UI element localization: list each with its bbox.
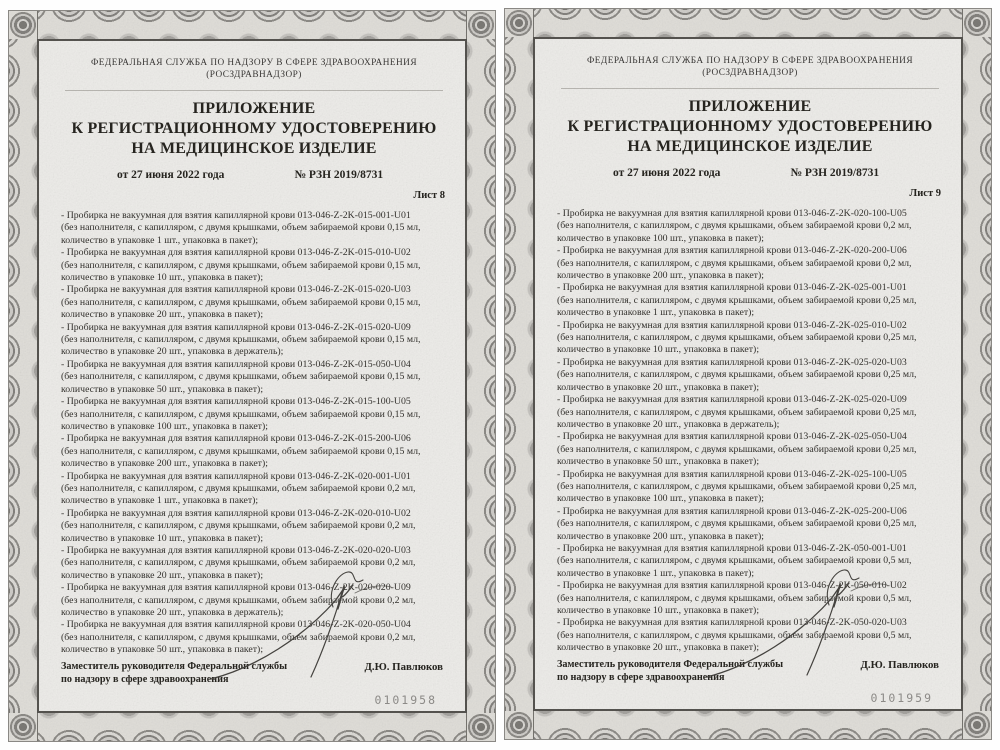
- page-content: [533, 37, 963, 711]
- signer-title-line1: Заместитель руководителя Федеральной службы: [61, 660, 288, 672]
- document-title-line1: ПРИЛОЖЕНИЕ: [192, 100, 316, 117]
- document-title-line3: НА МЕДИЦИНСКОЕ ИЗДЕЛИЕ: [131, 140, 377, 157]
- product-item-line: (без наполнителя, с капилляром, с двумя крышками, объем забираемой крови 0,15 мл,: [61, 445, 421, 457]
- date-number-row: [61, 169, 447, 181]
- border-rosette-icon: [963, 9, 991, 37]
- product-item-line: - Пробирка не вакуумная для взятия капиллярной крови 013-046-Z-2K-020-200-U06: [557, 245, 907, 257]
- product-item-line: (без наполнителя, с капилляром, с двумя крышками, объем забираемой крови 0,15 мл,: [61, 408, 421, 420]
- product-item-line: количество в упаковке 20 шт., упаковка в держатель);: [61, 346, 284, 358]
- product-item-line: количество в упаковке 20 шт., упаковка в пакет);: [61, 569, 264, 581]
- product-item-line: количество в упаковке 50 шт., упаковка в пакет);: [61, 383, 264, 395]
- product-item-line: количество в упаковке 20 шт., упаковка в пакет);: [557, 381, 760, 393]
- document-title-line2: К РЕГИСТРАЦИОННОМУ УДОСТОВЕРЕНИЮ: [71, 120, 437, 137]
- product-item-line: (без наполнителя, с капилляром, с двумя крышками, объем забираемой крови 0,2 мл,: [61, 520, 416, 532]
- guilloche-border-top: [505, 9, 991, 38]
- product-item-line: количество в упаковке 20 шт., упаковка в пакет);: [557, 642, 760, 654]
- product-item-line: - Пробирка не вакуумная для взятия капиллярной крови 013-046-Z-2K-020-001-U01: [61, 470, 411, 482]
- product-item-line: - Пробирка не вакуумная для взятия капиллярной крови 013-046-Z-2K-015-020-U09: [61, 321, 411, 333]
- product-item-line: - Пробирка не вакуумная для взятия капиллярной крови 013-046-Z-2K-020-050-U04: [61, 619, 411, 631]
- product-item-line: (без наполнителя, с капилляром, с двумя крышками, объем забираемой крови 0,15 мл,: [61, 296, 421, 308]
- border-rosette-icon: [467, 11, 495, 39]
- product-item-line: количество в упаковке 1 шт., упаковка в пакет);: [61, 495, 259, 507]
- border-rosette-icon: [505, 711, 533, 739]
- signature-block: [61, 660, 447, 687]
- product-item-line: (без наполнителя, с капилляром, с двумя крышками, объем забираемой крови 0,15 мл,: [61, 222, 421, 234]
- guilloche-border-right: [466, 11, 495, 741]
- product-item-line: количество в упаковке 10 шт., упаковка в пакет);: [557, 605, 760, 616]
- issue-date: от 27 июня 2022 года: [613, 167, 721, 179]
- border-rosette-icon: [9, 11, 37, 39]
- agency-short-name: (РОСЗДРАВНАДЗОР): [206, 70, 302, 80]
- product-list: [557, 208, 943, 655]
- agency-short-name: (РОСЗДРАВНАДЗОР): [702, 68, 798, 78]
- signer-name: Д.Ю. Павлюков: [364, 660, 443, 673]
- signer-title: [557, 658, 783, 685]
- product-item-line: - Пробирка не вакуумная для взятия капиллярной крови 013-046-Z-2K-025-200-U06: [557, 505, 907, 517]
- header-divider: [65, 90, 443, 91]
- product-item-line: (без наполнителя, с капилляром, с двумя крышками, объем забираемой крови 0,5 мл,: [557, 555, 912, 567]
- product-item-line: количество в упаковке 10 шт., упаковка в пакет);: [61, 272, 264, 284]
- date-number-row: [557, 167, 943, 179]
- product-item-line: (без наполнителя, с капилляром, с двумя крышками, объем забираемой крови 0,25 мл,: [557, 480, 917, 492]
- product-item-line: количество в упаковке 1 шт., упаковка в пакет);: [61, 234, 259, 246]
- product-item-line: количество в упаковке 1 шт., упаковка в пакет);: [557, 307, 755, 319]
- signer-title-line2: по надзору в сфере здравоохранения: [61, 674, 229, 686]
- product-item-line: - Пробирка не вакуумная для взятия капиллярной крови 013-046-Z-2K-025-100-U05: [557, 468, 907, 480]
- product-item-line: - Пробирка не вакуумная для взятия капиллярной крови 013-046-Z-2K-025-020-U09: [557, 394, 907, 406]
- product-item-line: количество в упаковке 50 шт., упаковка в пакет);: [557, 456, 760, 468]
- signer-title-line2: по надзору в сфере здравоохранения: [557, 672, 725, 684]
- border-rosette-icon: [505, 9, 533, 37]
- product-item-line: - Пробирка не вакуумная для взятия капиллярной крови 013-046-Z-2K-025-050-U04: [557, 431, 907, 443]
- product-item-line: количество в упаковке 20 шт., упаковка в держатель);: [557, 418, 780, 430]
- product-item-line: (без наполнителя, с капилляром, с двумя крышками, объем забираемой крови 0,15 мл,: [61, 334, 421, 346]
- product-item-line: (без наполнителя, с капилляром, с двумя крышками, объем забираемой крови 0,2 мл,: [557, 220, 912, 232]
- product-item-line: - Пробирка не вакуумная для взятия капиллярной крови 013-046-Z-2K-020-020-U03: [61, 544, 411, 556]
- product-item-line: - Пробирка не вакуумная для взятия капиллярной крови 013-046-Z-2K-020-020-U09: [61, 582, 411, 594]
- document-title-line3: НА МЕДИЦИНСКОЕ ИЗДЕЛИЕ: [627, 138, 873, 155]
- product-item-line: количество в упаковке 10 шт., упаковка в пакет);: [61, 532, 264, 544]
- product-item-line: (без наполнителя, с капилляром, с двумя крышками, объем забираемой крови 0,25 мл,: [557, 518, 917, 530]
- product-item-line: - Пробирка не вакуумная для взятия капиллярной крови 013-046-Z-2K-050-001-U01: [557, 542, 907, 554]
- product-list: [61, 210, 447, 657]
- issue-date: от 27 июня 2022 года: [117, 169, 225, 181]
- product-item-line: (без наполнителя, с капилляром, с двумя крышками, объем забираемой крови 0,25 мл,: [557, 443, 917, 455]
- product-item-line: (без наполнителя, с капилляром, с двумя крышками, объем забираемой крови 0,5 мл,: [557, 592, 912, 604]
- product-item-line: - Пробирка не вакуумная для взятия капиллярной крови 013-046-Z-2K-025-020-U03: [557, 356, 907, 368]
- sheet-number: Лист 8: [413, 190, 445, 201]
- header-divider: [561, 88, 939, 89]
- product-item-line: (без наполнителя, с капилляром, с двумя крышками, объем забираемой крови 0,2 мл,: [61, 482, 416, 494]
- product-item-line: количество в упаковке 200 шт., упаковка в пакет);: [557, 270, 764, 282]
- product-item-line: количество в упаковке 1 шт., упаковка в пакет);: [557, 567, 755, 579]
- product-item-line: количество в упаковке 100 шт., упаковка в пакет);: [61, 420, 268, 432]
- product-item-line: - Пробирка не вакуумная для взятия капиллярной крови 013-046-Z-2K-020-010-U02: [61, 507, 411, 519]
- product-item-line: (без наполнителя, с капилляром, с двумя крышками, объем забираемой крови 0,15 мл,: [61, 371, 421, 383]
- document-title-line1: ПРИЛОЖЕНИЕ: [688, 98, 812, 115]
- border-rosette-icon: [9, 713, 37, 741]
- product-item-line: (без наполнителя, с капилляром, с двумя крышками, объем забираемой крови 0,25 мл,: [557, 369, 917, 381]
- guilloche-border-top: [9, 11, 495, 40]
- product-item-line: количество в упаковке 50 шт., упаковка в пакет);: [61, 644, 264, 656]
- document-title-line2: К РЕГИСТРАЦИОННОМУ УДОСТОВЕРЕНИЮ: [567, 118, 933, 135]
- product-item-line: - Пробирка не вакуумная для взятия капиллярной крови 013-046-Z-2K-015-020-U03: [61, 284, 411, 296]
- product-item-line: - Пробирка не вакуумная для взятия капиллярной крови 013-046-Z-2K-015-001-U01: [61, 210, 411, 221]
- product-item-line: (без наполнителя, с капилляром, с двумя крышками, объем забираемой крови 0,2 мл,: [61, 631, 416, 643]
- product-item-line: (без наполнителя, с капилляром, с двумя крышками, объем забираемой крови 0,5 мл,: [557, 629, 912, 641]
- form-serial-number: 0101958: [374, 693, 437, 707]
- guilloche-border-left: [9, 11, 38, 741]
- product-item-line: - Пробирка не вакуумная для взятия капиллярной крови 013-046-Z-2K-050-010-U02: [557, 580, 907, 592]
- registration-number: № РЗН 2019/8731: [790, 167, 880, 179]
- product-item-line: - Пробирка не вакуумная для взятия капиллярной крови 013-046-Z-2K-015-200-U06: [61, 433, 411, 445]
- product-item-line: (без наполнителя, с капилляром, с двумя крышками, объем забираемой крови 0,2 мл,: [61, 594, 416, 606]
- guilloche-border-bottom: [9, 712, 495, 741]
- signer-name: Д.Ю. Павлюков: [860, 658, 939, 671]
- certificate-page-sheet-9: [504, 8, 992, 740]
- signature-block: [557, 658, 943, 685]
- border-rosette-icon: [963, 711, 991, 739]
- product-item-line: количество в упаковке 100 шт., упаковка в пакет);: [557, 493, 764, 505]
- product-item-line: - Пробирка не вакуумная для взятия капиллярной крови 013-046-Z-2K-025-010-U02: [557, 319, 907, 331]
- form-serial-number: 0101959: [870, 691, 933, 705]
- product-item-line: - Пробирка не вакуумная для взятия капиллярной крови 013-046-Z-2K-025-001-U01: [557, 282, 907, 294]
- product-item-line: (без наполнителя, с капилляром, с двумя крышками, объем забираемой крови 0,25 мл,: [557, 294, 917, 306]
- agency-name: ФЕДЕРАЛЬНАЯ СЛУЖБА ПО НАДЗОРУ В СФЕРЕ ЗДРАВООХРАНЕНИЯ: [587, 56, 913, 66]
- product-item-line: (без наполнителя, с капилляром, с двумя крышками, объем забираемой крови 0,2 мл,: [61, 557, 416, 569]
- product-item-line: (без наполнителя, с капилляром, с двумя крышками, объем забираемой крови 0,25 мл,: [557, 332, 917, 344]
- product-item-line: количество в упаковке 20 шт., упаковка в пакет);: [61, 309, 264, 321]
- page-content: [37, 39, 467, 713]
- agency-name: ФЕДЕРАЛЬНАЯ СЛУЖБА ПО НАДЗОРУ В СФЕРЕ ЗДРАВООХРАНЕНИЯ: [91, 58, 417, 68]
- guilloche-border-right: [962, 9, 991, 739]
- signer-title: [61, 660, 287, 687]
- product-item-line: количество в упаковке 200 шт., упаковка в пакет);: [61, 458, 268, 470]
- product-item-line: - Пробирка не вакуумная для взятия капиллярной крови 013-046-Z-2K-015-010-U02: [61, 247, 411, 259]
- product-item-line: (без наполнителя, с капилляром, с двумя крышками, объем забираемой крови 0,15 мл,: [61, 259, 421, 271]
- registration-number: № РЗН 2019/8731: [294, 169, 384, 181]
- product-item-line: - Пробирка не вакуумная для взятия капиллярной крови 013-046-Z-2K-050-020-U03: [557, 617, 907, 629]
- border-rosette-icon: [467, 713, 495, 741]
- product-item-line: - Пробирка не вакуумная для взятия капиллярной крови 013-046-Z-2K-015-100-U05: [61, 396, 411, 408]
- certificate-page-sheet-8: [8, 10, 496, 742]
- sheet-number: Лист 9: [909, 188, 941, 199]
- product-item-line: - Пробирка не вакуумная для взятия капиллярной крови 013-046-Z-2K-015-050-U04: [61, 358, 411, 370]
- signer-title-line1: Заместитель руководителя Федеральной службы: [557, 658, 784, 670]
- product-item-line: (без наполнителя, с капилляром, с двумя крышками, объем забираемой крови 0,25 мл,: [557, 406, 917, 418]
- product-item-line: количество в упаковке 200 шт., упаковка в пакет);: [557, 530, 764, 542]
- product-item-line: количество в упаковке 10 шт., упаковка в пакет);: [557, 344, 760, 356]
- product-item-line: количество в упаковке 100 шт., упаковка в пакет);: [557, 232, 764, 244]
- product-item-line: количество в упаковке 20 шт., упаковка в держатель);: [61, 607, 284, 618]
- guilloche-border-left: [505, 9, 534, 739]
- guilloche-border-bottom: [505, 710, 991, 739]
- product-item-line: (без наполнителя, с капилляром, с двумя крышками, объем забираемой крови 0,2 мл,: [557, 257, 912, 269]
- product-item-line: - Пробирка не вакуумная для взятия капиллярной крови 013-046-Z-2K-020-100-U05: [557, 208, 907, 219]
